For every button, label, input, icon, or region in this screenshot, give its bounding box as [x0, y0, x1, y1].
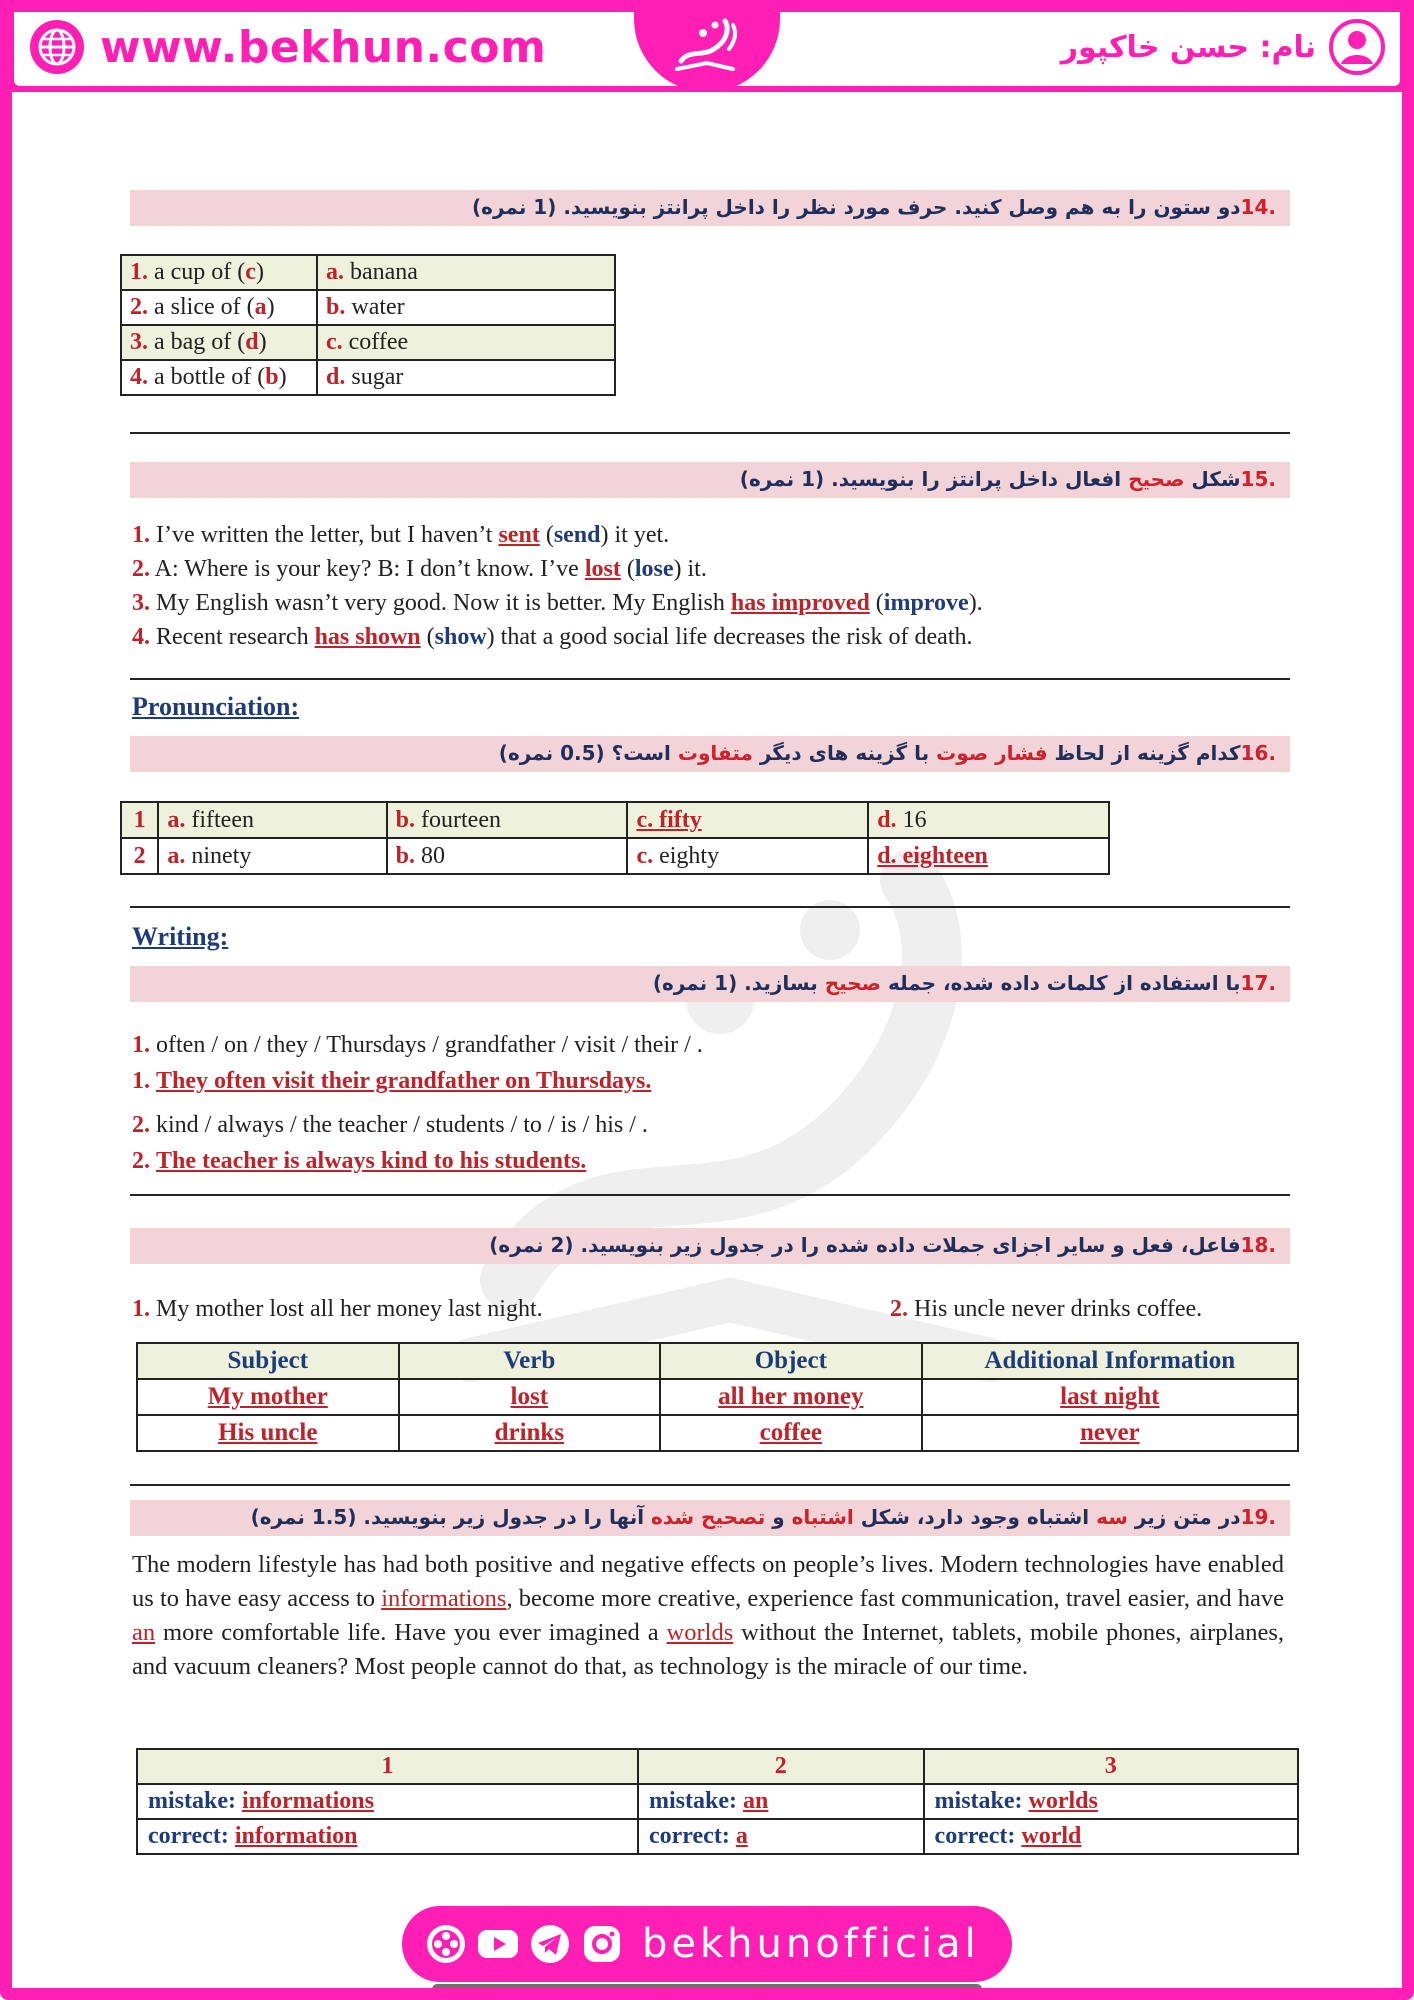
- q19-mistake-label: mistake:: [934, 1788, 1029, 1814]
- q14-option-text: coffee: [348, 329, 409, 355]
- q15-answer: has shown: [314, 624, 421, 650]
- q19-text-4: without the Internet, tablets, mobile phones, airplanes, and vacuum cleaners? Most people cannot do that, as technology is the miracle of our time.: [132, 1619, 1284, 1680]
- q15-text-end: ) it.: [673, 556, 707, 582]
- divider: [130, 1194, 1290, 1196]
- q19-correct-cell: [924, 1819, 1298, 1854]
- q18-cell: [399, 1415, 661, 1451]
- q15-text: A: Where is your key? B: I don’t know. I’ve: [150, 556, 585, 582]
- q16-option-letter: c.: [636, 806, 654, 833]
- divider: [130, 432, 1290, 434]
- q18-value: all her money: [718, 1383, 864, 1410]
- q19-header-cell: 1: [137, 1749, 638, 1784]
- q17-title-bar: [130, 966, 1290, 1002]
- q18-cell: [137, 1415, 399, 1451]
- q18-value: My mother: [207, 1383, 328, 1410]
- q19-instruction-b: اشتباه وجود دارد، شکل: [853, 1505, 1097, 1529]
- q16-option-text: fourteen: [415, 806, 501, 833]
- footer-shadow: [432, 1984, 982, 1994]
- q16-option-cell: [158, 802, 386, 838]
- q19-mistake-1: informations: [381, 1585, 507, 1612]
- q16-answer: eighteen: [896, 842, 988, 869]
- q14-option-letter: a.: [326, 259, 344, 285]
- q19-header-row: [137, 1749, 1298, 1784]
- q17-answer-number: 2.: [132, 1148, 150, 1174]
- q14-item-number: 2.: [130, 294, 148, 320]
- q15-line: [132, 556, 707, 583]
- q19-mistake-label: mistake:: [649, 1788, 743, 1814]
- q17-instruction-a: با استفاده از کلمات داده شده، جمله: [881, 971, 1241, 995]
- q18-instruction: فاعل، فعل و سایر اجزای جملات داده شده را در جدول زیر بنویسید. (2 نمره): [489, 1233, 1241, 1257]
- q15-line-number: 2.: [132, 556, 150, 582]
- q16-highlight-2: متفاوت: [677, 741, 753, 765]
- q14-title: [472, 195, 1276, 219]
- q16-row-number: 2: [121, 838, 158, 874]
- q15-base-verb: show: [434, 624, 487, 650]
- q14-row: [121, 255, 615, 290]
- q15-line-number: 4.: [132, 624, 150, 650]
- q15-line-number: 3.: [132, 590, 150, 616]
- q14-instruction: دو ستون را به هم وصل کنید. حرف مورد نظر را داخل پرانتز بنویسید. (1 نمره): [472, 195, 1241, 219]
- q16-option-letter: c.: [636, 842, 654, 869]
- q19-mistake-3: worlds: [666, 1619, 734, 1646]
- q19-highlight-3: تصحیح شده: [651, 1505, 766, 1529]
- q15-answer: lost: [584, 556, 621, 582]
- q16-option-text: eighty: [653, 842, 720, 869]
- divider: [130, 1484, 1290, 1486]
- q16-option-cell: [158, 838, 386, 874]
- q17-item-number: 1.: [132, 1032, 150, 1058]
- q17-number: .17: [1240, 971, 1276, 995]
- q14-right-cell: [317, 325, 615, 360]
- logo-icon: [667, 11, 747, 81]
- q19-title: [251, 1505, 1276, 1529]
- q19-mistake-label: mistake:: [148, 1788, 242, 1814]
- q18-header-cell: Additional Information: [922, 1343, 1298, 1379]
- q14-close-paren: ): [258, 329, 267, 355]
- author-name: [1061, 18, 1386, 76]
- q17-words: [132, 1032, 703, 1059]
- q19-mistake-value: informations: [241, 1788, 374, 1814]
- q18-value: lost: [510, 1383, 549, 1410]
- q18-value: last night: [1060, 1383, 1160, 1410]
- q15-answer: sent: [498, 522, 540, 548]
- q19-instruction-d: آنها را در جدول زیر بنویسید. (1.5 نمره): [250, 1505, 652, 1529]
- q19-mistake-cell: [924, 1784, 1298, 1819]
- q14-right-cell: [317, 290, 615, 325]
- q19-text-3: more comfortable life. Have you ever imagined a: [155, 1619, 667, 1646]
- q19-mistake-cell: [137, 1784, 638, 1819]
- q14-item-text: a bottle of (: [154, 364, 266, 390]
- q18-number: .18: [1240, 1233, 1276, 1257]
- q15-base-verb: lose: [634, 556, 674, 582]
- q18-cell: [137, 1379, 399, 1415]
- q14-right-cell: [317, 360, 615, 395]
- q17-title: [653, 971, 1276, 995]
- q16-option-text: fifteen: [185, 806, 254, 833]
- q15-text-end: ) it yet.: [600, 522, 670, 548]
- q19-corrections-table: [136, 1748, 1299, 1855]
- q14-item-text: a slice of (: [154, 294, 255, 320]
- q16-number: .16: [1240, 741, 1276, 765]
- q16-options-table: [120, 801, 1110, 875]
- q15-paren-open: (: [539, 522, 554, 548]
- q19-highlight-2: اشتباه: [791, 1505, 854, 1529]
- q15-paren-open: (: [869, 590, 884, 616]
- q18-title: [489, 1233, 1276, 1257]
- q17-answer-number: 1.: [132, 1068, 150, 1094]
- q19-mistake-value: an: [742, 1788, 769, 1814]
- q17-answer-line: [132, 1148, 586, 1175]
- q14-answer: c: [245, 259, 256, 285]
- q17-item-number: 2.: [132, 1112, 150, 1138]
- divider: [130, 678, 1290, 680]
- q15-line: [132, 624, 972, 651]
- q16-option-cell: [387, 838, 628, 874]
- q15-number: .15: [1240, 467, 1276, 491]
- q19-header-cell: 2: [638, 1749, 924, 1784]
- q14-answer: d: [245, 329, 259, 355]
- q18-sentence-1-number: 1.: [132, 1296, 150, 1322]
- q15-paren-open: (: [420, 624, 435, 650]
- q16-title: [499, 741, 1276, 765]
- q14-row: [121, 290, 615, 325]
- q15-text: Recent research: [150, 624, 315, 650]
- q16-row-number: 1: [121, 802, 158, 838]
- q14-right-cell: [317, 255, 615, 290]
- youtube-icon[interactable]: [476, 1922, 520, 1966]
- q16-row: [121, 838, 1109, 874]
- q19-instruction-c: و: [765, 1505, 792, 1529]
- q14-answer: a: [254, 294, 267, 320]
- q18-cell: [922, 1415, 1298, 1451]
- q16-option-letter: a.: [167, 806, 186, 833]
- site-url: www.bekhun.com: [100, 21, 547, 73]
- q19-correct-label: correct:: [649, 1823, 736, 1849]
- q19-text-1: The modern lifestyle has had both positive and negative effects on people’s lives. Modern technologies have enabled us to have easy access to: [132, 1551, 1284, 1612]
- q16-option-letter: d.: [877, 842, 897, 869]
- q15-base-verb: improve: [883, 590, 969, 616]
- q18-sentence-2-number: 2.: [890, 1296, 908, 1322]
- q16-answer: fifty: [653, 806, 702, 833]
- q19-number: .19: [1240, 1505, 1276, 1529]
- q14-option-letter: c.: [326, 329, 343, 355]
- q18-value: coffee: [759, 1419, 823, 1446]
- q16-highlight-1: فشار صوت: [936, 741, 1048, 765]
- q17-word-list: often / on / they / Thursdays / grandfather / visit / their / .: [150, 1032, 703, 1058]
- q19-correct-cell: [137, 1819, 638, 1854]
- site-link[interactable]: [28, 18, 546, 76]
- q17-instruction-b: بسازید. (1 نمره): [652, 971, 825, 995]
- q16-row: [121, 802, 1109, 838]
- q15-line: [132, 590, 983, 617]
- q16-option-letter: a.: [167, 842, 186, 869]
- q19-mistake-cell: [638, 1784, 924, 1819]
- q18-row: [137, 1415, 1298, 1451]
- q19-text-2: , become more creative, experience fast communication, travel easier, and have: [506, 1585, 1284, 1612]
- q19-mistake-row: [137, 1784, 1298, 1819]
- q16-option-cell: [627, 802, 868, 838]
- q16-option-letter: d.: [877, 806, 897, 833]
- q14-match-table: [120, 254, 616, 396]
- q14-row: [121, 360, 615, 395]
- q15-text: My English wasn’t very good. Now it is better. My English: [150, 590, 731, 616]
- q19-correct-row: [137, 1819, 1298, 1854]
- q16-option-text: 16: [896, 806, 927, 833]
- q18-header-cell: Subject: [137, 1343, 399, 1379]
- q19-mistake-2: an: [132, 1619, 156, 1646]
- q19-correct-value: world: [1021, 1823, 1082, 1849]
- footer-social-bar[interactable]: [402, 1906, 1012, 1982]
- q14-left-cell: [121, 255, 317, 290]
- q18-sentence-1: [132, 1296, 543, 1323]
- q16-option-letter: b.: [395, 806, 416, 833]
- q19-header-cell: 3: [924, 1749, 1298, 1784]
- q18-header-cell: Object: [660, 1343, 922, 1379]
- q15-instruction-post: افعال داخل پرانتز را بنویسید. (1 نمره): [739, 467, 1129, 491]
- q14-item-text: a bag of (: [154, 329, 246, 355]
- q16-option-text: ninety: [185, 842, 252, 869]
- q14-title-bar: [130, 190, 1290, 226]
- author-name-text: نام: حسن خاکپور: [1060, 29, 1316, 65]
- q19-correct-value: information: [234, 1823, 358, 1849]
- instagram-icon[interactable]: [580, 1922, 624, 1966]
- q14-item-number: 4.: [130, 364, 148, 390]
- q14-option-text: banana: [350, 259, 418, 285]
- section-pronunciation: Pronunciation:: [132, 692, 300, 721]
- telegram-icon[interactable]: [528, 1922, 572, 1966]
- q18-sentence-2-text: His uncle never drinks coffee.: [908, 1296, 1203, 1322]
- aparat-icon[interactable]: [424, 1922, 468, 1966]
- q18-cell: [922, 1379, 1298, 1415]
- q18-parts-table: [136, 1342, 1299, 1452]
- q14-left-cell: [121, 290, 317, 325]
- q14-option-letter: d.: [326, 364, 346, 390]
- q15-text-end: ).: [968, 590, 983, 616]
- q19-correct-label: correct:: [934, 1823, 1022, 1849]
- q15-instruction-pre: شکل: [1184, 467, 1241, 491]
- q17-highlight: صحیح: [824, 971, 882, 995]
- q15-paren-open: (: [620, 556, 635, 582]
- q18-row: [137, 1379, 1298, 1415]
- section-writing: Writing:: [132, 922, 229, 951]
- q14-option-text: sugar: [351, 364, 404, 390]
- q15-base-verb: send: [553, 522, 601, 548]
- q19-highlight-1: سه: [1096, 1505, 1128, 1529]
- q14-option-text: water: [351, 294, 405, 320]
- globe-icon: [28, 18, 86, 76]
- q16-option-cell: [627, 838, 868, 874]
- q16-option-text: 80: [415, 842, 446, 869]
- q15-text-end: ) that a good social life decreases the risk of death.: [486, 624, 973, 650]
- q18-sentence-1-text: My mother lost all her money last night.: [150, 1296, 543, 1322]
- q16-instruction-c: است؟ (0.5 نمره): [498, 741, 678, 765]
- q15-answer: has improved: [730, 590, 870, 616]
- q18-cell: [660, 1379, 922, 1415]
- q14-row: [121, 325, 615, 360]
- divider: [130, 906, 1290, 908]
- q14-option-letter: b.: [326, 294, 346, 320]
- q19-instruction-a: در متن زیر: [1127, 1505, 1241, 1529]
- q19-correct-cell: [638, 1819, 924, 1854]
- q14-answer: b: [265, 364, 279, 390]
- q18-sentence-2: [890, 1296, 1202, 1323]
- q14-close-paren: ): [255, 259, 264, 285]
- q18-cell: [399, 1379, 661, 1415]
- q16-option-cell: [387, 802, 628, 838]
- q18-header-row: [137, 1343, 1298, 1379]
- q16-option-cell: [868, 838, 1109, 874]
- q17-answer: The teacher is always kind to his students.: [156, 1148, 587, 1174]
- q15-title-bar: [130, 462, 1290, 498]
- q18-cell: [660, 1415, 922, 1451]
- q14-left-cell: [121, 325, 317, 360]
- q17-answer: They often visit their grandfather on Thursdays.: [156, 1068, 652, 1094]
- q18-value: never: [1079, 1419, 1140, 1446]
- q18-title-bar: [130, 1228, 1290, 1264]
- q14-number: .14: [1240, 195, 1276, 219]
- q15-line: [132, 522, 669, 549]
- q15-title: [740, 467, 1276, 491]
- q16-option-cell: [868, 802, 1109, 838]
- q19-correct-label: correct:: [148, 1823, 235, 1849]
- q17-words: [132, 1112, 648, 1139]
- q19-correct-value: a: [735, 1823, 748, 1849]
- user-icon: [1328, 18, 1386, 76]
- q18-header-cell: Verb: [399, 1343, 661, 1379]
- q14-left-cell: [121, 360, 317, 395]
- q19-mistake-value: worlds: [1028, 1788, 1098, 1814]
- q16-option-letter: b.: [395, 842, 416, 869]
- q18-value: His uncle: [218, 1419, 318, 1446]
- q17-word-list: kind / always / the teacher / students / to / is / his / .: [150, 1112, 648, 1138]
- q14-close-paren: ): [266, 294, 275, 320]
- q15-text: I’ve written the letter, but I haven’t: [150, 522, 499, 548]
- social-handle: bekhunofficial: [642, 1921, 980, 1967]
- q19-title-bar: [130, 1500, 1290, 1536]
- q15-instruction-highlight: صحیح: [1128, 467, 1185, 491]
- q16-title-bar: [130, 736, 1290, 772]
- q14-close-paren: ): [278, 364, 287, 390]
- q16-instruction-a: کدام گزینه از لحاظ: [1047, 741, 1241, 765]
- q17-answer-line: [132, 1068, 651, 1095]
- q14-item-text: a cup of (: [154, 259, 246, 285]
- q18-value: drinks: [494, 1419, 565, 1446]
- q14-item-number: 3.: [130, 329, 148, 355]
- q15-line-number: 1.: [132, 522, 150, 548]
- q14-item-number: 1.: [130, 259, 148, 285]
- q16-instruction-b: با گزینه های دیگر: [752, 741, 937, 765]
- q19-paragraph: [132, 1548, 1284, 1684]
